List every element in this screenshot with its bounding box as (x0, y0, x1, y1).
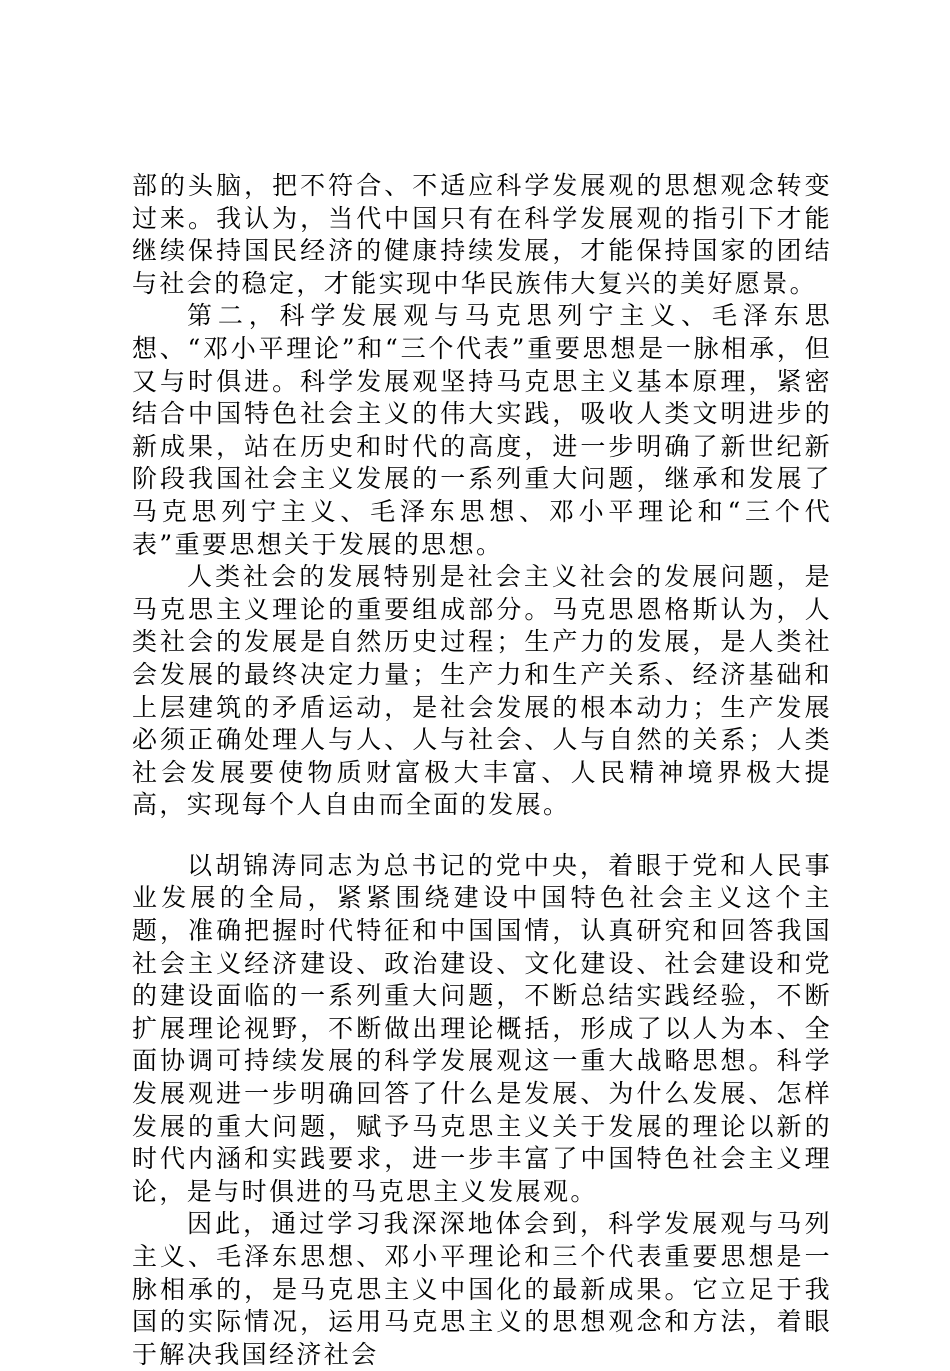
paragraph-second-point: 第二，科学发展观与马克思列宁主义、毛泽东思想、“邓小平理论”和“三个代表”重要思想是一脉相承，但又与时俱进。科学发展观坚持马克思主义基本原理，紧密结合中国特色社会主义的伟大实践，吸收人类文明进步的新成果，站在历史和时代的高度，进一步明确了新世纪新阶段我国社会主义发展的一系列重大问题，继承和发展了马克思列宁主义、毛泽东思想、邓小平理论和“三个代表”重要思想关于发展的思想。 (132, 301, 832, 559)
document-body (132, 170, 832, 1371)
paragraph-therefore: 因此，通过学习我深深地体会到，科学发展观与马列主义、毛泽东思想、邓小平理论和三个代表重要思想是一脉相承的，是马克思主义中国化的最新成果。它立足于我国的实际情况，运用马克思主义的思想观念和方法，着眼于解决我国经济社会 (132, 1209, 832, 1369)
paragraph-gap (132, 822, 832, 850)
paragraph-party-central: 以胡锦涛同志为总书记的党中央，着眼于党和人民事业发展的全局，紧紧围绕建设中国特色社会主义这个主题，准确把握时代特征和中国国情，认真研究和回答我国社会主义经济建设、政治建设、文化建设、社会建设和党的建设面临的一系列重大问题，不断总结实践经验，不断扩展理论视野，不断做出理论概括，形成了以人为本、全面协调可持续发展的科学发展观这一重大战略思想。科学发展观进一步明确回答了什么是发展、为什么发展、怎样发展的重大问题，赋予马克思主义关于发展的理论以新的时代内涵和实践要求，进一步丰富了中国特色社会主义理论，是与时俱进的马克思主义发展观。 (132, 850, 832, 1206)
paragraph-continuation: 部的头脑，把不符合、不适应科学发展观的思想观念转变过来。我认为，当代中国只有在科学发展观的指引下才能继续保持国民经济的健康持续发展，才能保持国家的团结与社会的稳定，才能实现中华民族伟大复兴的美好愿景。 (132, 171, 832, 298)
paragraph-social-development: 人类社会的发展特别是社会主义社会的发展问题，是马克思主义理论的重要组成部分。马克思恩格斯认为，人类社会的发展是自然历史过程；生产力的发展，是人类社会发展的最终决定力量；生产力和生产关系、经济基础和上层建筑的矛盾运动，是社会发展的根本动力；生产发展必须正确处理人与人、人与社会、人与自然的关系；人类社会发展要使物质财富极大丰富、人民精神境界极大提高，实现每个人自由而全面的发展。 (132, 562, 832, 820)
